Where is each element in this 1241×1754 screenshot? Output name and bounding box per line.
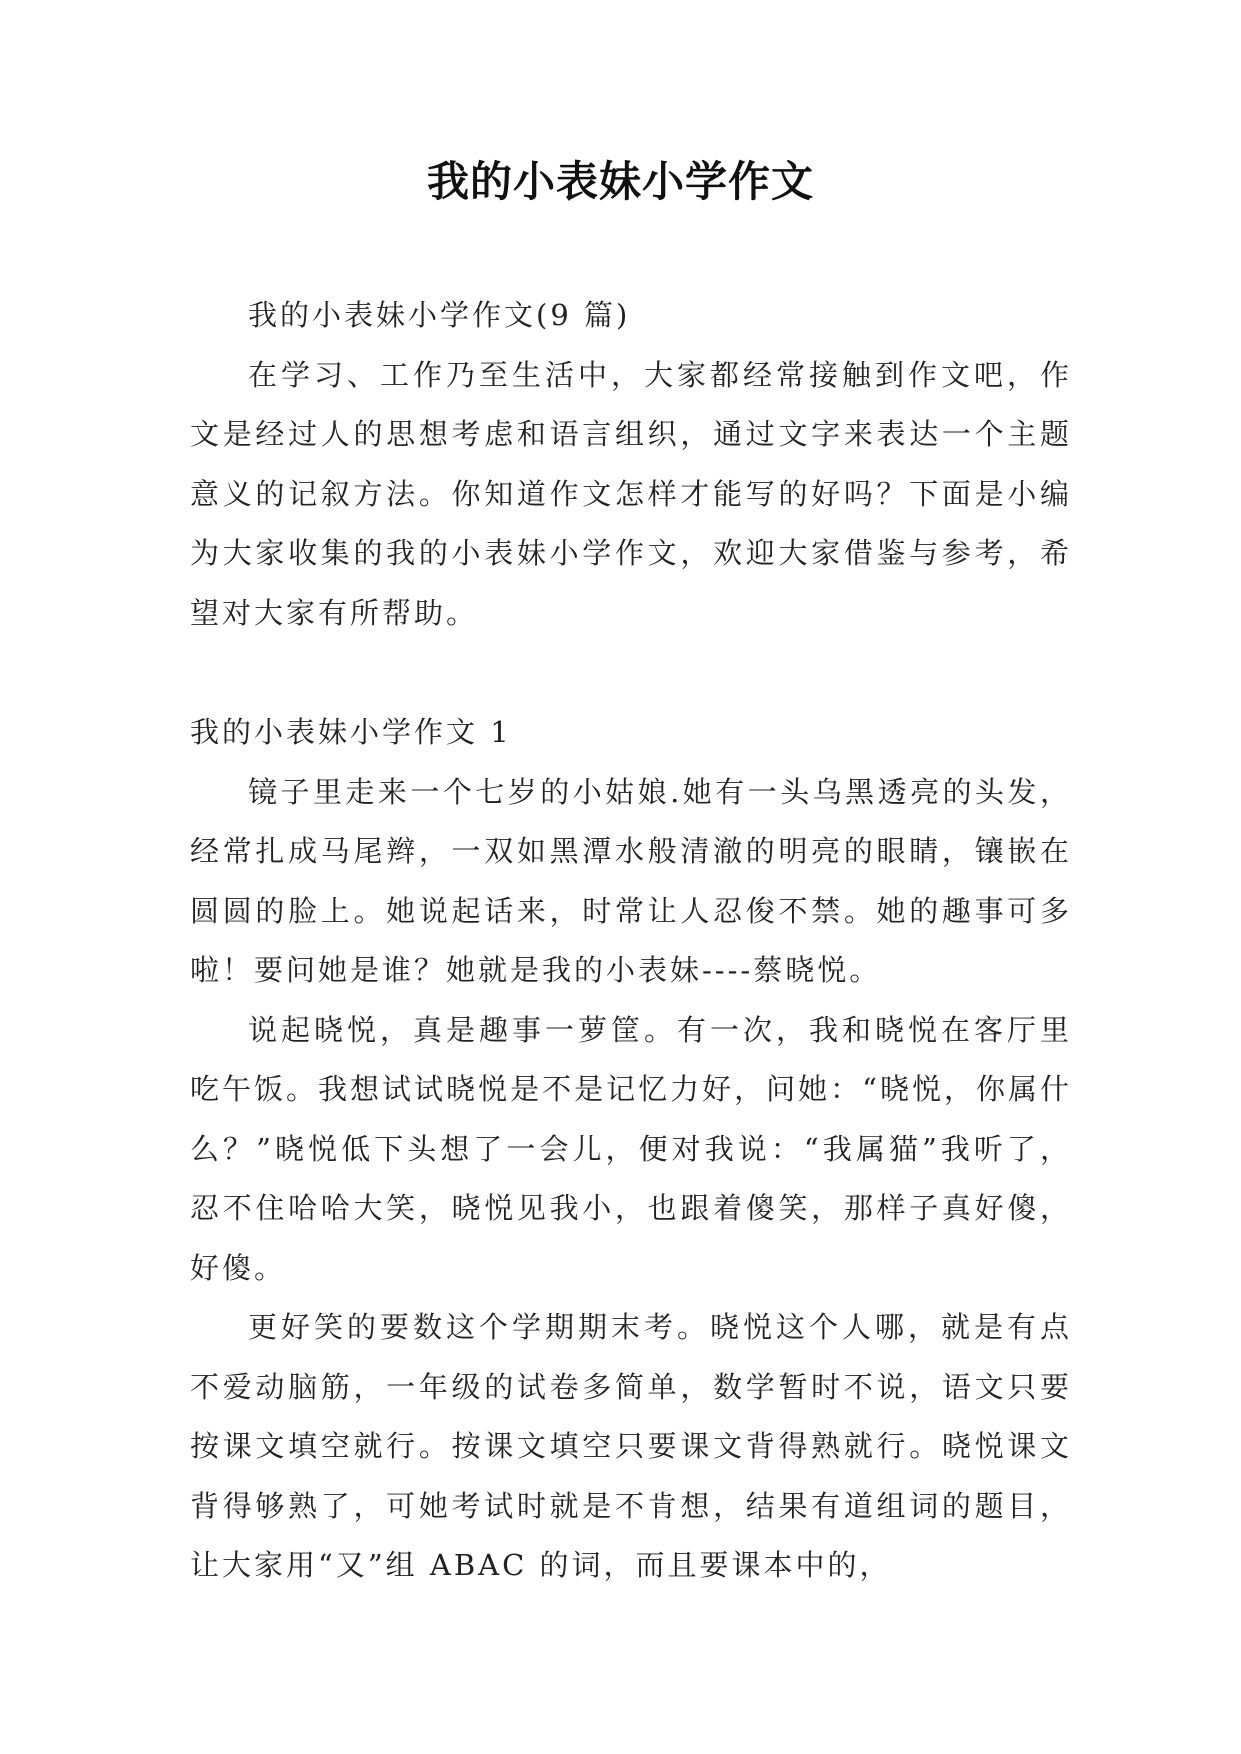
body-paragraph: 更好笑的要数这个学期期末考。晓悦这个人哪，就是有点不爱动脑筋，一年级的试卷多简单，数学暂时不说，语文只要按课文填空就行。按课文填空只要课文背得熟就行。晓悦课文背得够熟了，可她考试时就是不肯想，结果有道组词的题目，让大家用“又”组 ABAC 的词，而且要课本中的， (190, 1310, 1072, 1582)
body-paragraph: 镜子里走来一个七岁的小姑娘.她有一头乌黑透亮的头发，经常扎成马尾辫，一双如黑潭水般清澈的明亮的眼睛，镶嵌在圆圆的脸上。她说起话来，时常让人忍俊不禁。她的趣事可多啦！要问她是谁？她就是我的小表妹----蔡晓悦。 (190, 774, 1072, 987)
document-subtitle: 我的小表妹小学作文(9 篇) (248, 298, 631, 332)
document-body (190, 286, 1072, 1596)
section-gap (190, 643, 1072, 703)
intro-paragraph: 在学习、工作乃至生活中，大家都经常接触到作文吧，作文是经过人的思想考虑和语言组织，通过文字来表达一个主题意义的记叙方法。你知道作文怎样才能写的好吗？下面是小编为大家收集的我的小表妹小学作文，欢迎大家借鉴与参考，希望对大家有所帮助。 (190, 357, 1072, 630)
body-paragraph: 说起晓悦，真是趣事一萝筐。有一次，我和晓悦在客厅里吃午饭。我想试试晓悦是不是记忆力好，问她：“晓悦，你属什么？”晓悦低下头想了一会儿，便对我说：“我属猫”我听了，忍不住哈哈大笑，晓悦见我小，也跟着傻笑，那样子真好傻，好傻。 (190, 1012, 1072, 1285)
section-heading: 我的小表妹小学作文 1 (190, 715, 512, 749)
document-title: 我的小表妹小学作文 (426, 157, 814, 206)
